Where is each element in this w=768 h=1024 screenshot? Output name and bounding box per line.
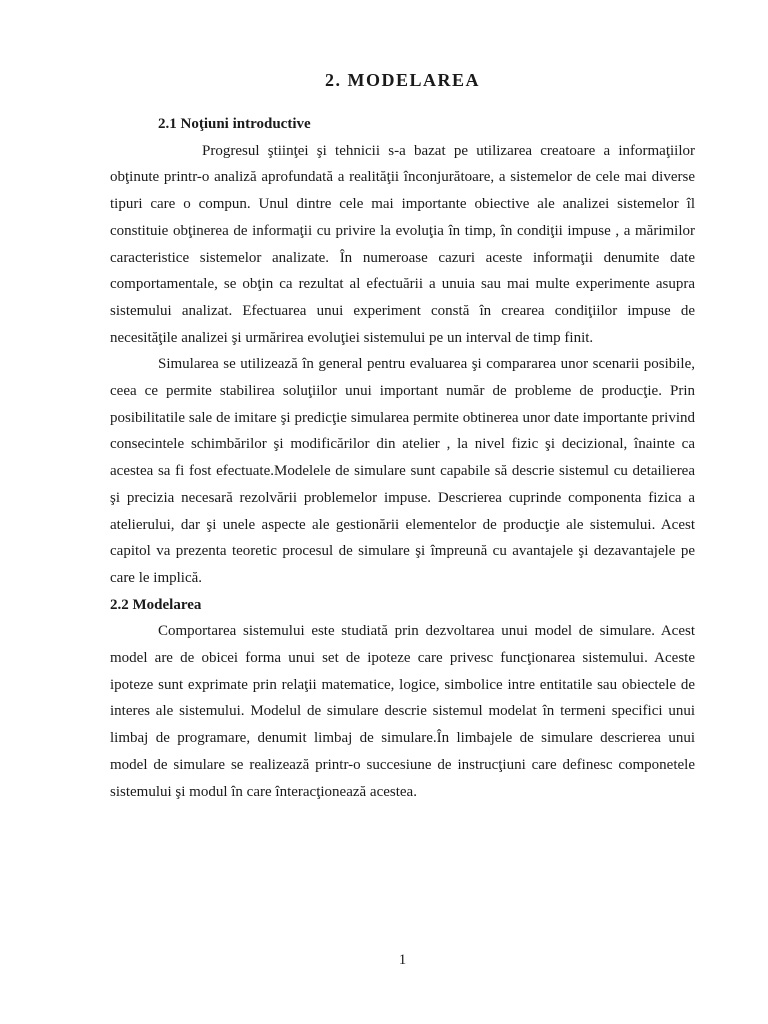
page-number: 1 (398, 952, 407, 968)
section-heading-2-1: 2.1 Noţiuni introductive (158, 116, 311, 132)
paragraph-intro-1: Progresul ştiinţei şi tehnicii s-a bazat pe utilizarea creatoare a informaţiilor obţinute printr-o analiză aprofundată a realităţii înconjurătoare, a sistemelor de cele mai diverse tipuri care o compun. Unul dintre cele mai importante obiective ale analizei sistemelor îl constituie obţinerea de informaţii cu privire la evoluţia în timp, în condiţii impuse , a mărimilor caracteristice sistemelor analizate. În numeroase cazuri aceste informaţii denumite date comportamentale, se obţin ca rezultat al efectuării a unuia sau mai multe experimente asupra sistemului analizat. Efectuarea unui experiment constă în crearea condiţiilor impuse de necesităţile analizei şi urmărirea evoluţiei sistemului pe un interval de timp finit. (110, 142, 695, 346)
paragraph-modelare-1: Comportarea sistemului este studiată prin dezvoltarea unui model de simulare. Acest model are de obicei forma unui set de ipoteze care privesc funcţionarea sistemului. Aceste ipoteze sunt exprimate prin relaţii matematice, logice, simbolice intre entitatile sau obiectele de interes ale sistemului. Modelul de simulare descrie sistemul modelat în termeni specifici unui limbaj de programare, denumit limbaj de simulare.În limbajele de simulare descrierea unui model de simulare se realizează printr-o succesiune de instrucţiuni care definesc componetele sistemului şi modul în care înteracţionează acestea. (110, 623, 695, 800)
document-page (110, 0, 695, 1024)
document-body (110, 111, 695, 805)
chapter-title: 2. MODELAREA (324, 70, 480, 90)
paragraph-intro-2: Simularea se utilizează în general pentru evaluarea şi compararea unor scenarii posibile, ceea ce permite stabilirea soluţiilor unui important număr de probleme de producţie. Prin posibilitatile sale de imitare şi predicţie simularea permite obtinerea unor date importante privind consecintele schimbărilor şi modificărilor din atelier , la nivel fizic şi decizional, înainte ca acestea sa fi fost efectuate.Modelele de simulare sunt capabile să descrie sistemul cu detailierea şi precizia necesară rezolvării problemelor impuse. Descrierea cuprinde componenta fizica a atelierului, dar şi unele aspecte ale gestionării elementelor de producţie ale sistemului. Acest capitol va prezenta teoretic procesul de simulare şi împreună cu avantajele şi dezavantajele pe care le implică. (110, 356, 695, 586)
section-heading-2-2: 2.2 Modelarea (110, 596, 202, 613)
